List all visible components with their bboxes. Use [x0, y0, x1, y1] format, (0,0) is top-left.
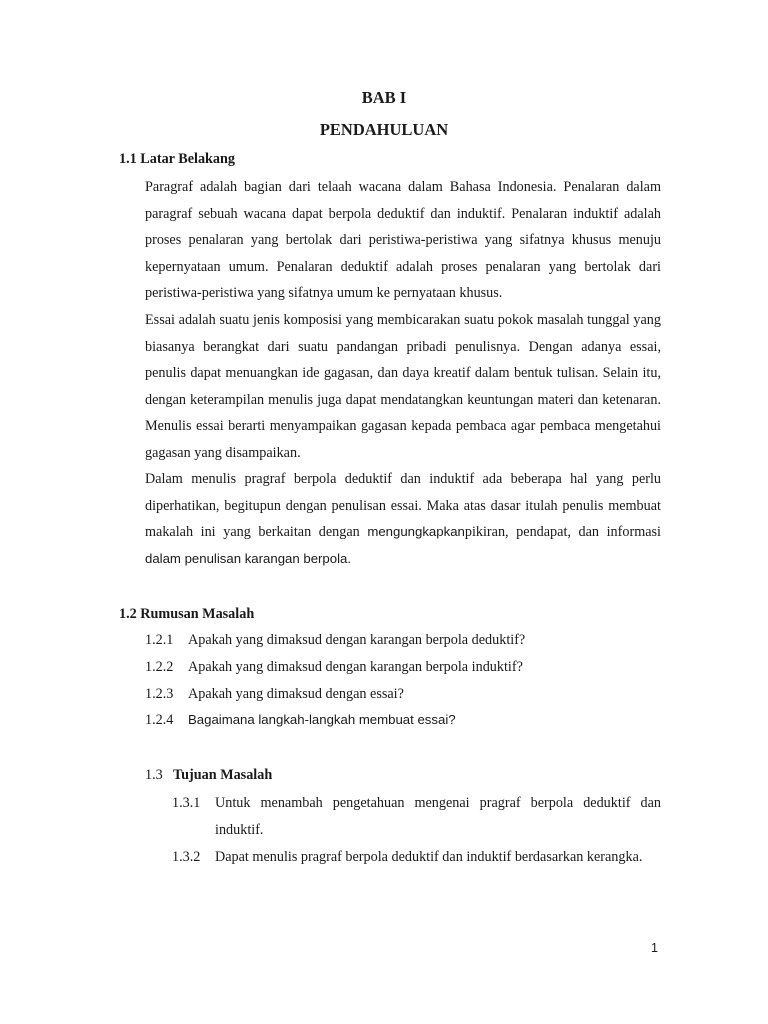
list-item-text: Bagaimana langkah-langkah membuat essai?: [188, 712, 456, 727]
paragraph-essai: Essai adalah suatu jenis komposisi yang membicarakan suatu pokok masalah tunggal yang biasanya berangkat dari suatu pandangan pribadi penulisnya. Dengan adanya essai, penulis dapat menuangkan ide gagasan, dan daya kreatif dalam bentuk tulisan. Selain itu, dengan keterampilan menulis juga dapat mendatangkan keuntungan materi dan ketenaran. Menulis essai berarti menyampaikan gagasan kepada pembaca agar pembaca mengetahui gagasan yang disampaikan.: [145, 312, 661, 461]
list-item-text: Apakah yang dimaksud dengan essai?: [188, 686, 404, 702]
list-item-text: Apakah yang dimaksud dengan karangan berpola induktif?: [188, 659, 523, 675]
page-number: 1: [651, 941, 658, 955]
list-item: [145, 712, 665, 729]
list-item-text: Apakah yang dimaksud dengan karangan berpola deduktif?: [188, 632, 526, 648]
section-heading-rumusan-masalah: 1.2 Rumusan Masalah: [119, 606, 255, 622]
list-item: [145, 659, 665, 676]
paragraph-text-sans: mengungkapkan: [367, 524, 465, 540]
list-item-number: 1.2.1: [145, 632, 174, 648]
section-heading-tujuan-masalah: [145, 767, 272, 784]
paragraph-text-sans: dalam penulisan karangan berpola.: [145, 550, 352, 566]
paragraph-text: pikiran, pendapat, dan informasi: [464, 524, 661, 541]
chapter-label: BAB I: [361, 88, 407, 107]
section-heading-latar-belakang: 1.1 Latar Belakang: [119, 151, 236, 167]
list-item-number: 1.2.3: [145, 686, 174, 702]
list-item: [172, 844, 661, 871]
list-item: [172, 790, 661, 844]
list-item-number: 1.2.2: [145, 659, 174, 675]
paragraph-paragraf: Paragraf adalah bagian dari telaah wacana dalam Bahasa Indonesia. Penalaran dalam paragraf sebuah wacana dapat berpola deduktif dan induktif. Penalaran induktif adalah proses penalaran yang bertolak dari peristiwa-peristiwa yang sifatnya khusus menuju kepernyataan umum. Penalaran deduktif adalah proses penalaran yang bertolak dari peristiwa-peristiwa yang sifatnya umum ke pernyataan khusus.: [145, 179, 661, 302]
list-item-number: 1.3.1: [172, 795, 201, 811]
list-item-text: Dapat menulis pragraf berpola deduktif dan induktif berdasarkan kerangka.: [215, 849, 643, 865]
paragraph-dalam-menulis: [145, 466, 661, 572]
list-item: [145, 632, 665, 649]
section-number: 1.3: [145, 767, 163, 783]
list-item: [145, 686, 665, 703]
list-item-number: 1.2.4: [145, 712, 174, 728]
section-heading-text: Tujuan Masalah: [173, 767, 273, 783]
list-item-text: Untuk menambah pengetahuan mengenai pragraf berpola deduktif dan induktif.: [215, 795, 661, 838]
paragraph-text: Dalam menulis pragraf berpola deduktif dan induktif ada beberapa hal yang perlu diperhatikan, begitupun dengan penulisan essai. Maka atas dasar itulah penulis membuat makalah ini yang berkaitan dengan: [145, 471, 661, 541]
chapter-title: PENDAHULUAN: [319, 120, 449, 139]
list-item-number: 1.3.2: [172, 849, 201, 865]
